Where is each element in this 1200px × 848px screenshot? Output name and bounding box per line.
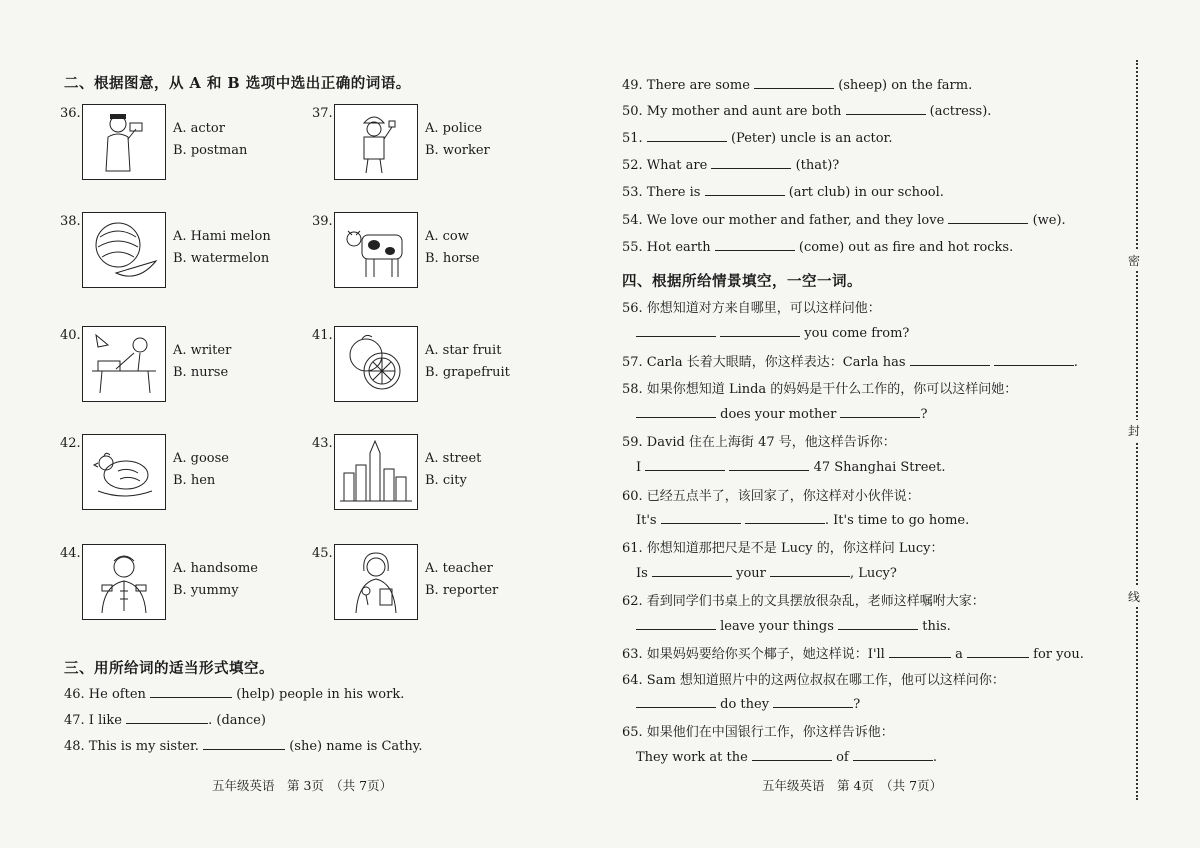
binding-mark-line: 线 (1128, 586, 1140, 607)
question-number: 38. (60, 214, 81, 229)
question-text: (actress). (929, 104, 992, 119)
grapefruit-picture-icon (334, 326, 418, 402)
question-37 (312, 104, 562, 186)
question-61-prompt: 61. 你想知道那把尺是不是 Lucy 的，你这样问 Lucy： (622, 541, 944, 556)
options (425, 340, 510, 384)
answer-blank[interactable] (636, 695, 716, 708)
options (173, 340, 231, 384)
question-text: , Lucy? (850, 566, 897, 581)
question-64-prompt: 64. Sam 想知道照片中的这两位叔叔在哪工作，他可以这样问你： (622, 673, 1005, 688)
question-text: 49. There are some (622, 78, 750, 93)
answer-blank[interactable] (126, 711, 208, 724)
question-text: (that)? (795, 158, 840, 173)
options (425, 226, 480, 270)
question-58-prompt: 58. 如果你想知道 Linda 的妈妈是干什么工作的，你可以这样问她： (622, 382, 1018, 397)
answer-blank[interactable] (770, 564, 850, 577)
answer-blank[interactable] (636, 617, 716, 630)
question-text: They work at the (636, 750, 748, 765)
question-text: (she) name is Cathy. (289, 739, 423, 754)
question-57 (622, 351, 1078, 370)
question-text: 52. What are (622, 158, 708, 173)
option-b: B. watermelon (173, 251, 270, 266)
question-text: 50. My mother and aunt are both (622, 104, 842, 119)
question-53 (622, 183, 944, 200)
answer-blank[interactable] (715, 238, 795, 251)
question-text: . (1073, 355, 1078, 370)
question-text: 53. There is (622, 185, 701, 200)
watermelon-picture-icon (82, 212, 166, 288)
option-b: B. postman (173, 143, 248, 158)
question-number: 40. (60, 328, 81, 343)
answer-blank[interactable] (150, 685, 232, 698)
answer-blank[interactable] (910, 353, 990, 366)
question-text: . It's time to go home. (824, 513, 970, 528)
question-text: this. (922, 619, 951, 634)
options (425, 558, 498, 602)
question-40 (60, 326, 310, 408)
prince-picture-icon (82, 544, 166, 620)
question-39 (312, 212, 562, 294)
question-49 (622, 76, 972, 93)
question-56-answer (636, 324, 909, 341)
hen-picture-icon (82, 434, 166, 510)
options (173, 118, 247, 162)
footer-page-4: 五年级英语 第 4页 （共 7页） (762, 778, 943, 793)
question-number: 44. (60, 546, 81, 561)
question-50 (622, 102, 991, 119)
options (173, 448, 229, 492)
answer-blank[interactable] (967, 645, 1029, 658)
question-63 (622, 643, 1084, 662)
question-52 (622, 156, 839, 173)
answer-blank[interactable] (853, 748, 933, 761)
question-62-prompt: 62. 看到同学们书桌上的文具摆放很杂乱，老师这样嘱咐大家： (622, 594, 985, 609)
binding-mark-seal: 封 (1128, 420, 1140, 441)
question-text: (Peter) uncle is an actor. (730, 131, 893, 146)
question-56-prompt: 56. 你想知道对方来自哪里，可以这样问他： (622, 301, 881, 316)
option-a: A. handsome (173, 561, 258, 576)
question-47 (64, 711, 266, 728)
question-51 (622, 129, 892, 146)
answer-blank[interactable] (889, 645, 951, 658)
option-a: A. cow (425, 229, 469, 244)
answer-blank[interactable] (846, 102, 926, 115)
question-text: leave your things (720, 619, 834, 634)
section-2-title: 二、根据图意，从 A 和 B 选项中选出正确的词语。 (64, 75, 411, 92)
question-text: does your mother (720, 407, 837, 422)
answer-blank[interactable] (729, 458, 809, 471)
worker-picture-icon (334, 104, 418, 180)
question-text: (help) people in his work. (236, 687, 405, 702)
question-text: a (955, 647, 963, 662)
option-b: B. grapefruit (425, 365, 510, 380)
section-4-title: 四、根据所给情景填空，一空一词。 (622, 273, 862, 290)
question-46 (64, 685, 404, 702)
question-45 (312, 544, 562, 626)
option-a: A. street (425, 451, 482, 466)
question-text: It's (636, 513, 657, 528)
question-number: 42. (60, 436, 81, 451)
question-62-answer (636, 617, 951, 634)
question-text: your (736, 566, 766, 581)
question-text: 63. 如果妈妈要给你买个椰子，她这样说：I'll (622, 647, 885, 662)
question-text: 47 Shanghai Street. (813, 460, 946, 475)
question-65-prompt: 65. 如果他们在中国银行工作，你这样告诉他： (622, 725, 894, 740)
option-a: A. actor (173, 121, 225, 136)
answer-blank[interactable] (745, 511, 825, 524)
question-text: 57. Carla 长着大眼睛，你这样表达：Carla has (622, 355, 906, 370)
answer-blank[interactable] (754, 76, 834, 89)
question-44 (60, 544, 310, 626)
reporter-picture-icon (334, 544, 418, 620)
question-59-prompt: 59. David 住在上海街 47 号，他这样告诉你： (622, 435, 896, 450)
question-text: (come) out as fire and hot rocks. (798, 240, 1014, 255)
question-36 (60, 104, 310, 186)
answer-blank[interactable] (645, 458, 725, 471)
option-b: B. reporter (425, 583, 499, 598)
question-text: of (836, 750, 849, 765)
options (425, 448, 481, 492)
option-b: B. city (425, 473, 467, 488)
question-55 (622, 238, 1013, 255)
city-picture-icon (334, 434, 418, 510)
option-a: A. police (425, 121, 483, 136)
answer-blank[interactable] (773, 695, 853, 708)
question-text: . (dance) (208, 713, 266, 728)
question-58-answer (636, 405, 927, 422)
option-a: A. goose (173, 451, 229, 466)
question-48 (64, 737, 423, 754)
question-number: 39. (312, 214, 333, 229)
answer-blank[interactable] (711, 156, 791, 169)
question-text: 51. (622, 131, 643, 146)
question-60-prompt: 60. 已经五点半了，该回家了，你这样对小伙伴说： (622, 489, 920, 504)
option-b: B. nurse (173, 365, 229, 380)
option-a: A. Hami melon (173, 229, 271, 244)
option-b: B. yummy (173, 583, 239, 598)
option-a: A. teacher (425, 561, 493, 576)
question-text: . (932, 750, 937, 765)
answer-blank[interactable] (752, 748, 832, 761)
answer-blank[interactable] (838, 617, 918, 630)
question-43 (312, 434, 562, 516)
question-text: (art club) in our school. (788, 185, 944, 200)
question-text: do they (720, 697, 770, 712)
question-number: 36. (60, 106, 81, 121)
question-text: you come from? (804, 326, 910, 341)
question-65-answer (636, 748, 937, 765)
question-number: 41. (312, 328, 333, 343)
question-text: (sheep) on the farm. (838, 78, 973, 93)
question-number: 37. (312, 106, 333, 121)
question-text: for you. (1033, 647, 1084, 662)
question-text: ? (853, 697, 861, 712)
writer-picture-icon (82, 326, 166, 402)
question-59-answer (636, 458, 945, 475)
question-text: 48. This is my sister. (64, 739, 199, 754)
option-a: A. writer (173, 343, 232, 358)
answer-blank[interactable] (636, 405, 716, 418)
cow-picture-icon (334, 212, 418, 288)
question-38 (60, 212, 310, 294)
answer-blank[interactable] (647, 129, 727, 142)
question-number: 43. (312, 436, 333, 451)
options (173, 558, 258, 602)
question-number: 45. (312, 546, 333, 561)
answer-blank[interactable] (661, 511, 741, 524)
question-54 (622, 211, 1066, 228)
footer-page-3: 五年级英语 第 3页 （共 7页） (212, 778, 393, 793)
question-64-answer (636, 695, 860, 712)
options (425, 118, 490, 162)
answer-blank[interactable] (652, 564, 732, 577)
answer-blank[interactable] (636, 324, 716, 337)
answer-blank[interactable] (948, 211, 1028, 224)
question-text: I (636, 460, 642, 475)
question-text: 47. I like (64, 713, 122, 728)
section-3-title: 三、用所给词的适当形式填空。 (64, 660, 274, 677)
option-b: B. hen (173, 473, 216, 488)
question-text: 54. We love our mother and father, and they love (622, 213, 945, 228)
answer-blank[interactable] (720, 324, 800, 337)
option-b: B. worker (425, 143, 490, 158)
question-61-answer (636, 564, 897, 581)
answer-blank[interactable] (994, 353, 1074, 366)
question-text: ? (920, 407, 928, 422)
postman-picture-icon (82, 104, 166, 180)
binding-mark-seal: 密 (1128, 250, 1140, 271)
answer-blank[interactable] (203, 737, 285, 750)
question-41 (312, 326, 562, 408)
question-text: (we). (1032, 213, 1066, 228)
option-a: A. star fruit (425, 343, 502, 358)
option-b: B. horse (425, 251, 480, 266)
options (173, 226, 271, 270)
answer-blank[interactable] (705, 183, 785, 196)
question-text: 55. Hot earth (622, 240, 711, 255)
question-text: Is (636, 566, 648, 581)
answer-blank[interactable] (840, 405, 920, 418)
question-60-answer (636, 511, 969, 528)
question-text: 46. He often (64, 687, 146, 702)
question-42 (60, 434, 310, 516)
